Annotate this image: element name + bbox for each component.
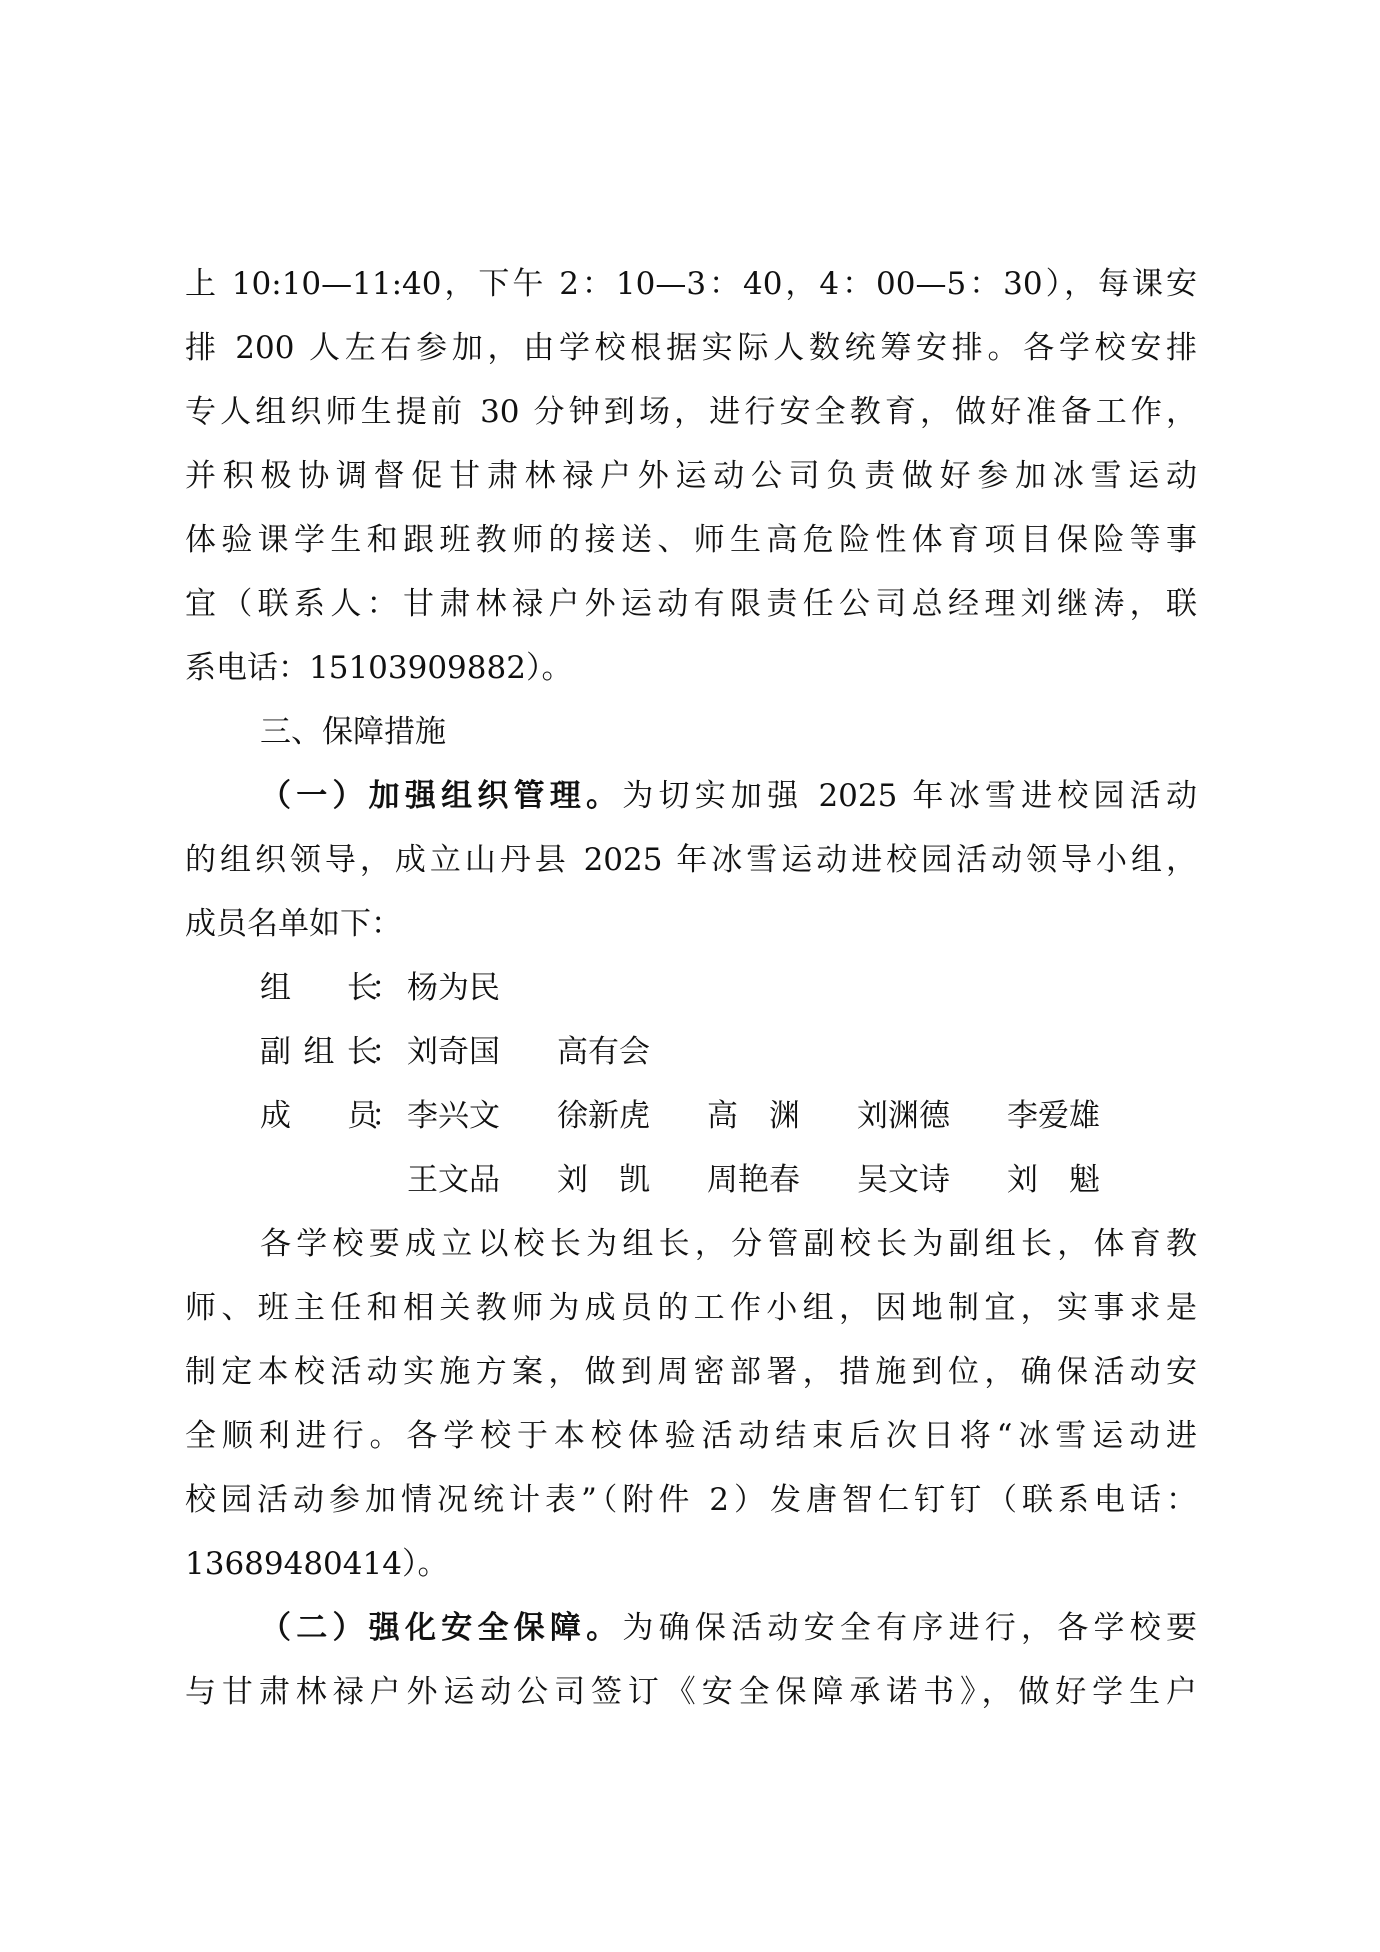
body-line: 系电话：15103909882）。 (185, 650, 573, 686)
subsection-first-line (185, 764, 1197, 828)
section-heading: 三、保障措施 (260, 714, 446, 750)
body-line: 校园活动参加情况统计表”（附件 2）发唐智仁钉钉（联系电话： (185, 1482, 1197, 1518)
body-line: 与甘肃林禄户外运动公司签订《安全保障承诺书》，做好学生户 (185, 1674, 1197, 1710)
body-line: 的组织领导，成立山丹县 2025 年冰雪运动进校园活动领导小组， (185, 842, 1197, 878)
body-line: 上 10:10—11:40，下午 2：10—3：40，4：00—5：30），每课安 (185, 266, 1197, 302)
subsection-first-line (185, 1596, 1197, 1660)
body-line: 宜（联系人：甘肃林禄户外运动有限责任公司总经理刘继涛，联 (185, 586, 1197, 622)
body-line: 成员名单如下： (185, 906, 402, 942)
body-line: 13689480414）。 (185, 1546, 449, 1582)
members-row (185, 1148, 1197, 1212)
subsection-title: （一）加强组织管理。 (260, 778, 623, 814)
body-line: 各学校要成立以校长为组长，分管副校长为副组长，体育教 (260, 1226, 1197, 1262)
deputy-row (185, 1020, 1197, 1084)
deputy-name: 高有会 (557, 1034, 650, 1070)
body-line: 并积极协调督促甘肃林禄户外运动公司负责做好参加冰雪运动 (185, 458, 1197, 494)
leader-label: 组 长 (260, 970, 378, 1006)
subsection-text: 为切实加强 2025 年冰雪进校园活动 (622, 778, 1197, 814)
member-name: 高 渊 (707, 1098, 800, 1134)
member-name: 徐新虎 (557, 1098, 650, 1134)
document-page (185, 252, 1197, 1724)
body-line: 专人组织师生提前 30 分钟到场，进行安全教育，做好准备工作， (185, 394, 1197, 430)
leader-name: 杨为民 (407, 970, 500, 1006)
member-name: 李兴文 (407, 1098, 500, 1134)
member-name: 刘 魁 (1007, 1162, 1100, 1198)
colon: ： (371, 1098, 402, 1134)
member-name: 王文品 (407, 1162, 500, 1198)
members-row (185, 1084, 1197, 1148)
member-name: 刘 凯 (557, 1162, 650, 1198)
leader-row (185, 956, 1197, 1020)
body-line: 制定本校活动实施方案，做到周密部署，措施到位，确保活动安 (185, 1354, 1197, 1390)
member-name: 刘渊德 (857, 1098, 950, 1134)
subsection-title: （二）强化安全保障。 (260, 1610, 623, 1646)
member-name: 李爱雄 (1007, 1098, 1100, 1134)
subsection-text: 为确保活动安全有序进行，各学校要 (622, 1610, 1198, 1646)
colon: ： (371, 1034, 402, 1070)
body-line: 排 200 人左右参加，由学校根据实际人数统筹安排。各学校安排 (185, 330, 1197, 366)
deputy-name: 刘奇国 (407, 1034, 500, 1070)
members-label: 成 员 (260, 1098, 378, 1134)
member-name: 吴文诗 (857, 1162, 950, 1198)
body-line: 体验课学生和跟班教师的接送、师生高危险性体育项目保险等事 (185, 522, 1197, 558)
body-line: 师、班主任和相关教师为成员的工作小组，因地制宜，实事求是 (185, 1290, 1197, 1326)
colon: ： (371, 970, 402, 1006)
deputy-label: 副组长 (260, 1034, 378, 1070)
member-name: 周艳春 (707, 1162, 800, 1198)
body-line: 全顺利进行。各学校于本校体验活动结束后次日将“冰雪运动进 (185, 1418, 1197, 1454)
